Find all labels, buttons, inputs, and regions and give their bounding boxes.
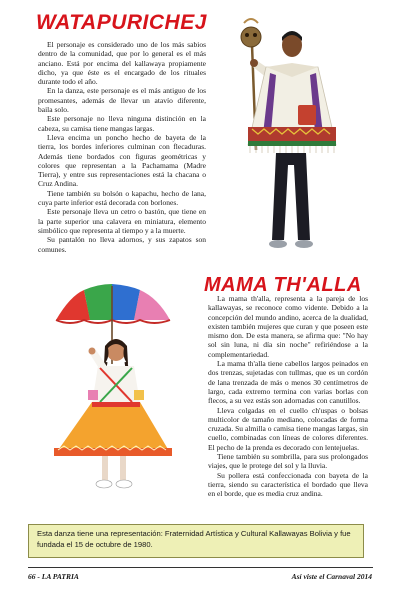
paragraph: Este personaje no lleva ninguna distinción en la cabeza, su camisa tiene mangas largas. [38, 114, 206, 133]
article-title-mama-thalla: MAMA TH'ALLA [204, 274, 362, 296]
paragraph: Lleva colgadas en el cuello ch'uspas o bolsas multicolor de tamaño mediano, colocadas de forma cruzada. Su almilla o camisa tiene mangas largas, sin cuello, combinadas con líneas de colores diferentes. El pecho de la prenda es decorado con lentejuelas. [208, 405, 368, 452]
paragraph: Tiene también su sombrilla, para sus prolongados viajes, que le protege del sol y la lluvia. [208, 452, 368, 471]
mama-thalla-text-column [208, 294, 368, 499]
watapurichej-text-column [38, 40, 206, 254]
fraternity-note-box: Esta danza tiene una representación: Fraternidad Artística y Cultural Kallawayas Bolivia y fue fundada el 15 de octubre de 1980. [28, 524, 364, 558]
paragraph: El personaje es considerado uno de los más sabios dentro de la comunidad, que por lo general es el más anciano. Está por encima del kallawaya propiamente dicho, ya que éste es el encargado de los rituales durante todo el año. [38, 40, 206, 87]
paragraph: En la danza, este personaje es el más antiguo de los promesantes, además de llevar un atavío diferente, baila solo. [38, 86, 206, 115]
paragraph: Tiene también su bolsón o kapachu, hecho de lana, cuya parte inferior está decorada con borlones. [38, 188, 206, 208]
mama-thalla-dancer-photo [50, 284, 175, 498]
paragraph: Su pantalón no lleva adornos, y sus zapatos son comunes. [38, 235, 206, 254]
paragraph: La mama th'alla, representa a la pareja de los kallawayas, se reconoce como vidente. Debido a la concepción del mundo andino, acerca de la dualidad, existen también mujeres que curan y que poseen este mismo don. De esta manera, se afirma que: "No hay sol sin luna, ni día sin noche" refiriéndose a la complementariedad. [208, 294, 368, 359]
paragraph: Este personaje lleva un cetro o bastón, que tiene en la parte superior una calavera en miniatura, elemento simbólico que representa al tiempo y a la muerte. [38, 207, 206, 235]
footer-publication: Así viste el Carnaval 2014 [291, 572, 372, 581]
paragraph: Su pollera está confeccionada con bayeta de la tierra, siendo su característica el bordado que lleva en el borde, que es media cruz andina. [208, 470, 368, 499]
footer-page-number: 66 - LA PATRIA [28, 572, 79, 581]
watapurichej-dancer-photo [226, 15, 344, 260]
paragraph: Lleva encima un poncho hecho de bayeta de la tierra, los bordes inferiores culminan con flecaduras. Además tiene bordados con figuras geométricas y colores que representan a la Pachamama (Madre Tierra), y entre sus representaciones está la chacana o Cruz Andina. [38, 132, 206, 189]
footer-divider [28, 567, 373, 568]
article-title-watapurichej: WATAPURICHEJ [36, 11, 207, 34]
paragraph: La mama th'alla tiene cabellos largos peinados en dos trenzas, sujetadas con tullmas, que es un cordón de lana trenzada de más o menos 30 centímetros de largo, cada extremo termina con varias borlas con flecos, a su vez estás son adornadas con canutillos. [208, 359, 368, 406]
